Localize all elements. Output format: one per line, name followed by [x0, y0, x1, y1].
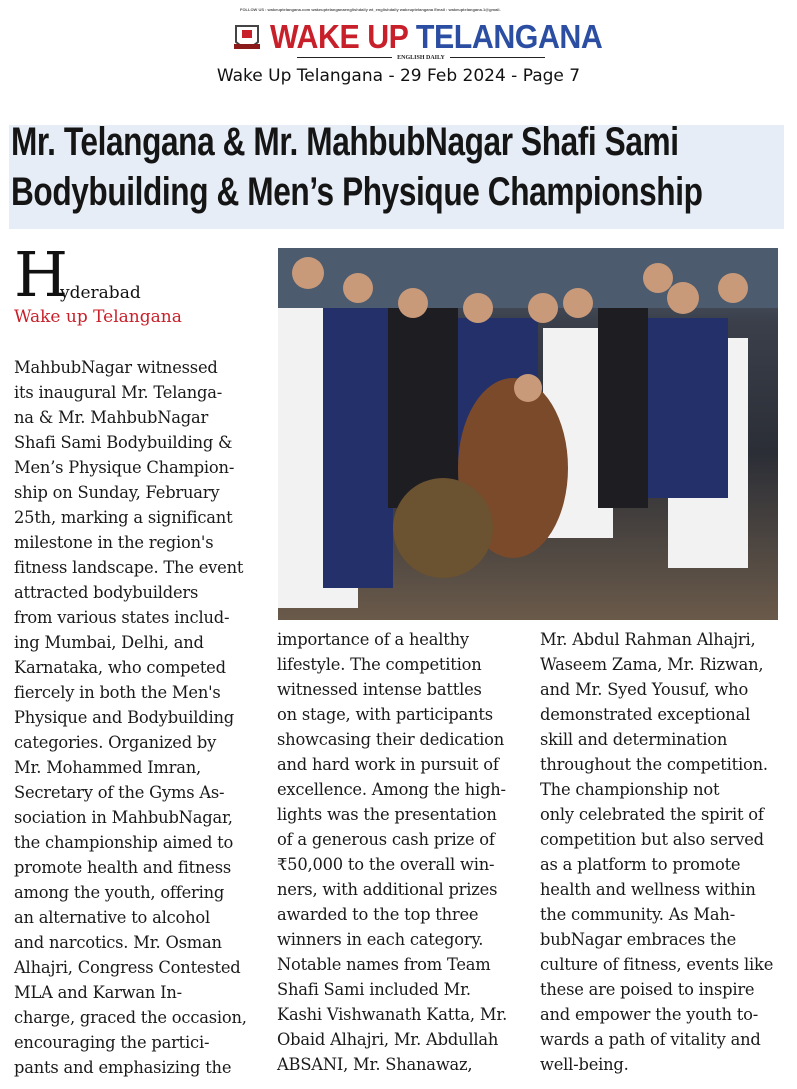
text-line: well-being. [540, 1055, 629, 1074]
article-column-3 [540, 627, 773, 1077]
text-line: bubNagar embraces the [540, 930, 737, 949]
text-line: ship on Sunday, February [14, 483, 220, 502]
text-line: encouraging the partici- [14, 1033, 210, 1052]
text-line: its inaugural Mr. Telanga- [14, 383, 223, 402]
text-line: skill and determination [540, 730, 728, 749]
text-line: fitness landscape. The event [14, 558, 244, 577]
page-title: Wake Up Telangana - 29 Feb 2024 - Page 7 [216, 66, 581, 86]
text-line: an alternative to alcohol [14, 908, 211, 927]
text-line: demonstrated exceptional [540, 705, 751, 724]
text-line: awarded to the top three [277, 905, 479, 924]
text-line: promote health and fitness [14, 858, 232, 877]
article-column-1 [14, 355, 247, 1080]
text-line: the community. As Mah- [540, 905, 735, 924]
text-line: Karnataka, who competed [14, 658, 226, 677]
text-line: 25th, marking a significant [14, 508, 233, 527]
text-line: MLA and Karwan In- [14, 983, 182, 1002]
text-line: importance of a healthy [277, 630, 469, 649]
text-line: from various states includ- [14, 608, 230, 627]
dateline: yderabad [60, 283, 141, 303]
text-line: Mr. Abdul Rahman Alhajri, [540, 630, 756, 649]
text-line: MahbubNagar witnessed [14, 358, 218, 377]
text-line: ABSANI, Mr. Shanawaz, [277, 1055, 473, 1074]
masthead-logo [270, 18, 602, 56]
text-line: The championship not [540, 780, 720, 799]
text-line: throughout the competition. [540, 755, 768, 774]
masthead-tagline: ENGLISH DAILY [280, 55, 562, 61]
headline-line-1: Mr. Telangana & Mr. MahbubNagar Shafi Sami [11, 120, 679, 164]
text-line: Waseem Zama, Mr. Rizwan, [540, 655, 764, 674]
text-line: Shafi Sami included Mr. [277, 980, 471, 999]
text-line: sociation in MahbubNagar, [14, 808, 233, 827]
text-line: na & Mr. MahbubNagar [14, 408, 209, 427]
text-line: these are poised to inspire [540, 980, 755, 999]
text-line: and hard work in pursuit of [277, 755, 499, 774]
text-line: attracted bodybuilders [14, 583, 199, 602]
cropped-header-strip [50, 96, 730, 104]
text-line: Kashi Vishwanath Katta, Mr. [277, 1005, 508, 1024]
text-line: as a platform to promote [540, 855, 741, 874]
text-line: Alhajri, Congress Contested [14, 958, 241, 977]
text-line: ₹50,000 to the overall win- [277, 855, 495, 874]
text-line: showcasing their dedication [277, 730, 505, 749]
event-photo [278, 248, 778, 620]
text-line: only celebrated the spirit of [540, 805, 764, 824]
text-line: Shafi Sami Bodybuilding & [14, 433, 233, 452]
text-line: and Mr. Syed Yousuf, who [540, 680, 749, 699]
text-line: ners, with additional prizes [277, 880, 498, 899]
text-line: fiercely in both the Men's [14, 683, 221, 702]
text-line: Men’s Physique Champion- [14, 458, 235, 477]
text-line: and narcotics. Mr. Osman [14, 933, 222, 952]
text-line: excellence. Among the high- [277, 780, 506, 799]
text-line: on stage, with participants [277, 705, 493, 724]
text-line: competition but also served [540, 830, 764, 849]
text-line: lights was the presentation [277, 805, 497, 824]
text-line: lifestyle. The competition [277, 655, 482, 674]
text-line: ing Mumbai, Delhi, and [14, 633, 204, 652]
text-line: wards a path of vitality and [540, 1030, 761, 1049]
text-line: witnessed intense battles [277, 680, 482, 699]
drop-cap: H [14, 238, 69, 311]
text-line: Physique and Bodybuilding [14, 708, 234, 727]
masthead-name-blue: TELANGANA [415, 18, 603, 55]
newspaper-emblem-icon [232, 22, 262, 54]
social-follow-bar: FOLLOW US : wakeuptelangana.com wakeuptelanganaenglishdaily wt_englishdaily wakeuptelangana Email : wakeuptelangana.1@gmail. [240, 7, 501, 12]
text-line: culture of fitness, events like [540, 955, 774, 974]
text-line: categories. Organized by [14, 733, 217, 752]
text-line: and empower the youth to- [540, 1005, 758, 1024]
masthead-name-red: WAKE UP [270, 18, 408, 55]
text-line: the championship aimed to [14, 833, 234, 852]
text-line: of a generous cash prize of [277, 830, 495, 849]
article-column-2 [277, 627, 507, 1077]
photo-placeholder-figures [278, 248, 778, 620]
headline-line-2: Bodybuilding & Men’s Physique Championship [11, 170, 703, 214]
text-line: Mr. Mohammed Imran, [14, 758, 202, 777]
text-line: among the youth, offering [14, 883, 225, 902]
byline: Wake up Telangana [14, 307, 182, 327]
text-line: pants and emphasizing the [14, 1058, 232, 1077]
text-line: charge, graced the occasion, [14, 1008, 247, 1027]
text-line: winners in each category. [277, 930, 484, 949]
text-line: Obaid Alhajri, Mr. Abdullah [277, 1030, 499, 1049]
text-line: health and wellness within [540, 880, 756, 899]
text-line: Secretary of the Gyms As- [14, 783, 225, 802]
text-line: Notable names from Team [277, 955, 491, 974]
text-line: milestone in the region's [14, 533, 214, 552]
